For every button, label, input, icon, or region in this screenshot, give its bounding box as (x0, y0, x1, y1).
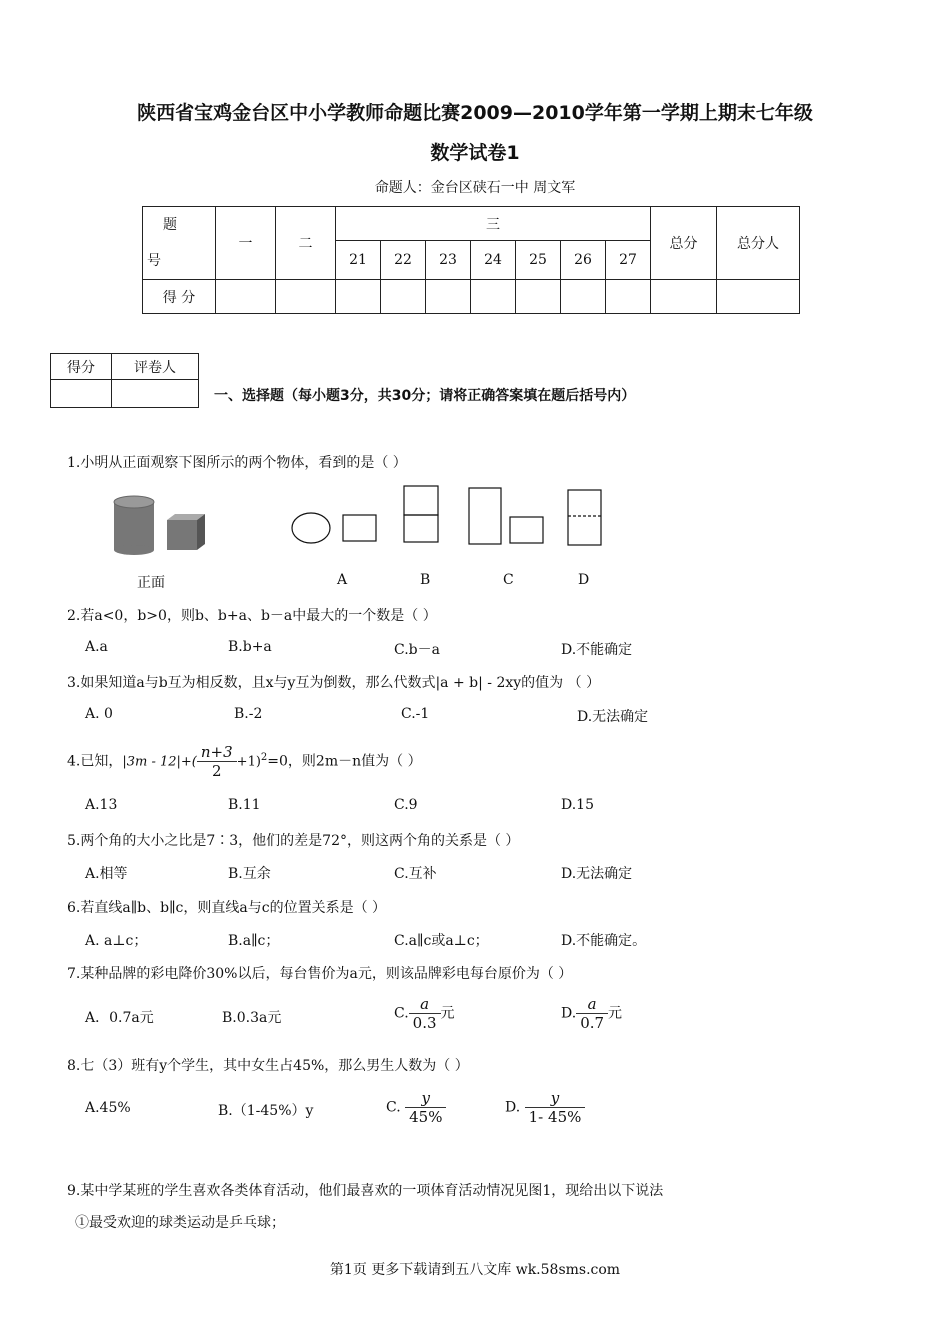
section-1-heading: 一、选择题（每小题3分，共30分；请将正确答案填在题后括号内） (214, 388, 636, 404)
q4-prefix: 4.已知， (67, 753, 123, 770)
q2-option-c[interactable]: C.b－a (394, 642, 440, 658)
q8-option-b[interactable]: B.（1-45%）y (218, 1103, 314, 1119)
score-cell[interactable] (276, 280, 336, 314)
q6-option-b[interactable]: B.a∥c； (228, 933, 280, 949)
sub-col: 25 (516, 241, 561, 280)
header-total: 总分 (651, 207, 717, 280)
question-8: 8.七（3）班有y个学生，其中女生占45%，那么男生人数为（ ） (67, 1058, 469, 1074)
q4-fraction: $\frac{n+3}{2}$ (197, 743, 237, 780)
sub-col: 26 (561, 241, 606, 280)
option-c-figure (469, 488, 543, 544)
page-footer: 第1页 更多下载请到五八文库 wk.58sms.com (329, 1262, 621, 1278)
score-row-label: 得 分 (143, 280, 216, 314)
q1-label-b: B (420, 572, 431, 588)
q1-label-d: D (578, 572, 590, 588)
q7-option-c[interactable]: C. $\frac{a}{0.3}$ 元 (394, 995, 455, 1032)
sub-col: 24 (471, 241, 516, 280)
title-line-2: 数学试卷1 (430, 142, 520, 164)
score-cell[interactable] (651, 280, 717, 314)
author-line: 命题人：金台区硖石一中 周文军 (374, 180, 576, 196)
q8-option-c[interactable]: C. $\frac{y}{45\%}$ (386, 1089, 446, 1126)
question-5: 5.两个角的大小之比是7∶3，他们的差是72°，则这两个角的关系是（ ） (67, 833, 520, 849)
q5-option-d[interactable]: D.无法确定 (561, 866, 633, 882)
question-3: 3.如果知道a与b互为相反数，且x与y互为倒数，那么代数式|a + b| - 2xy的值为 （ ） (67, 675, 601, 691)
q7-option-a[interactable]: A．0.7a元 (85, 1010, 154, 1026)
q4-option-c[interactable]: C.9 (394, 797, 418, 813)
q8-option-a[interactable]: A.45% (85, 1100, 131, 1116)
q8-option-d[interactable]: D. $\frac{y}{1- 45\%}$ (505, 1089, 585, 1126)
score-cell[interactable] (381, 280, 426, 314)
score-cell[interactable] (216, 280, 276, 314)
header-tihao: 题 号 (143, 207, 216, 280)
grading-grader-label: 评卷人 (112, 354, 199, 380)
q4-suffix: =0，则2m－n值为（ ） (267, 753, 422, 770)
q2-option-b[interactable]: B.b+a (228, 639, 272, 655)
question-2: 2.若a<0，b>0，则b、b+a、b－a中最大的一个数是（ ） (67, 608, 437, 624)
header-col-3: 三 (336, 207, 651, 241)
question-6: 6.若直线a∥b、b∥c，则直线a与c的位置关系是（ ） (67, 900, 387, 916)
score-cell[interactable] (471, 280, 516, 314)
q3-option-b[interactable]: B.-2 (234, 706, 263, 722)
question-4 (67, 740, 422, 781)
q2-option-d[interactable]: D.不能确定 (561, 642, 633, 658)
sub-col: 23 (426, 241, 471, 280)
q1-front-label: 正面 (137, 575, 165, 591)
header-col-1: 一 (216, 207, 276, 280)
grading-grader-cell[interactable] (112, 380, 199, 408)
q7-option-b[interactable]: B.0.3a元 (222, 1010, 282, 1026)
q3-option-c[interactable]: C.-1 (401, 706, 430, 722)
score-cell[interactable] (336, 280, 381, 314)
sub-col: 27 (606, 241, 651, 280)
header-scorer: 总分人 (717, 207, 800, 280)
score-cell[interactable] (717, 280, 800, 314)
q4-option-d[interactable]: D.15 (561, 797, 594, 813)
q4-abs: |3m - 12|+( (122, 754, 197, 770)
q2-option-a[interactable]: A.a (85, 639, 108, 655)
sub-col: 22 (381, 241, 426, 280)
header-col-2: 二 (276, 207, 336, 280)
question-9: 9.某中学某班的学生喜欢各类体育活动，他们最喜欢的一项体育活动情况见图1，现给出以下说法 (67, 1183, 664, 1199)
q6-option-d[interactable]: D.不能确定。 (561, 933, 647, 949)
question-7: 7.某种品牌的彩电降价30%以后，每台售价为a元，则该品牌彩电每台原价为（ ） (67, 966, 573, 982)
q1-figures (100, 480, 620, 560)
q3-option-d[interactable]: D.无法确定 (577, 709, 649, 725)
grading-score-cell[interactable] (51, 380, 112, 408)
grading-table (50, 353, 199, 408)
q3-option-a[interactable]: A. 0 (85, 706, 113, 722)
score-cell[interactable] (606, 280, 651, 314)
option-b-figure (404, 486, 438, 542)
q6-option-c[interactable]: C.a∥c或a⊥c； (394, 933, 489, 949)
q5-option-a[interactable]: A.相等 (85, 866, 128, 882)
grading-score-label: 得分 (51, 354, 112, 380)
score-cell[interactable] (561, 280, 606, 314)
option-a-figure (292, 513, 376, 543)
score-cell[interactable] (426, 280, 471, 314)
q4-option-a[interactable]: A.13 (85, 797, 118, 813)
q4-option-b[interactable]: B.11 (228, 797, 261, 813)
sub-col: 21 (336, 241, 381, 280)
q5-option-c[interactable]: C.互补 (394, 866, 437, 882)
q1-label-c: C (503, 572, 514, 588)
cube-figure (167, 514, 205, 550)
q1-label-a: A (337, 572, 348, 588)
q6-option-a[interactable]: A. a⊥c； (85, 933, 148, 949)
option-d-figure (568, 490, 601, 545)
q4-rest: +1) (236, 754, 261, 770)
question-1: 1.小明从正面观察下图所示的两个物体，看到的是（ ） (67, 455, 407, 471)
q5-option-b[interactable]: B.互余 (228, 866, 271, 882)
score-table (142, 206, 800, 314)
title-line-1: 陕西省宝鸡金台区中小学教师命题比赛2009—2010学年第一学期上期末七年级 (137, 102, 813, 124)
q9-statement-1: ①最受欢迎的球类运动是乒乓球； (75, 1215, 285, 1231)
cylinder-figure (114, 496, 154, 555)
q7-option-d[interactable]: D. $\frac{a}{0.7}$ 元 (561, 995, 623, 1032)
score-cell[interactable] (516, 280, 561, 314)
q4-sup: 2 (260, 752, 268, 763)
